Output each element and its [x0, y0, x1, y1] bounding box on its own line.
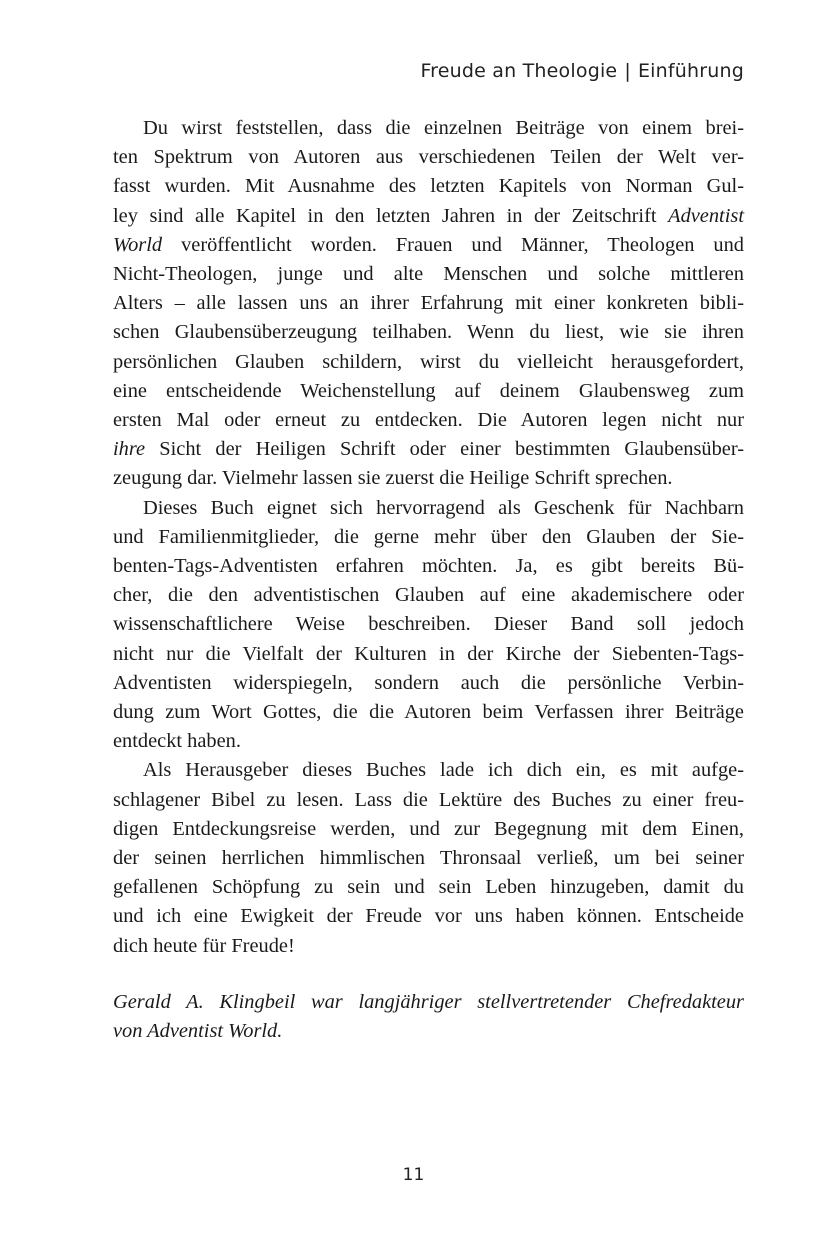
page-number: 11 — [402, 1165, 425, 1185]
text-segment: Dieses Buch eignet sich hervorragend als Geschenk für Nachbarn — [143, 496, 744, 519]
text-line — [113, 640, 744, 669]
emphasis-text: ihre — [113, 438, 146, 461]
text-segment: nicht nur die Vielfalt der Kulturen in der Kirche der Siebenten-Tags- — [113, 642, 744, 665]
text-segment: gefallenen Schöpfung zu sein und sein Leben hinzugeben, damit du — [113, 876, 744, 899]
text-segment: der seinen herrlichen himmlischen Thronsaal verließ, um bei seiner — [113, 847, 744, 870]
text-line — [113, 289, 744, 318]
text-line — [113, 698, 744, 727]
text-segment: Sicht der Heiligen Schrift oder einer bestimmten Glaubensüber- — [145, 438, 744, 461]
text-segment: digen Entdeckungsreise werden, und zur Begegnung mit dem Einen, — [113, 817, 744, 840]
emphasis-text: Adventist — [668, 204, 744, 227]
text-line — [113, 523, 744, 552]
text-segment: dich heute für Freude! — [113, 934, 295, 957]
paragraph — [113, 494, 744, 757]
text-line — [113, 494, 744, 523]
text-line — [113, 756, 744, 785]
text-segment: ersten Mal oder erneut zu entdecken. Die Autoren legen nicht nur — [113, 409, 744, 432]
text-line — [113, 552, 744, 581]
bio-line: von Adventist World. — [113, 1020, 283, 1043]
text-line — [113, 348, 744, 377]
text-segment: Als Herausgeber dieses Buches lade ich dich ein, es mit aufge- — [143, 759, 744, 782]
text-line — [113, 114, 744, 143]
text-segment: Nicht-Theologen, junge und alte Menschen und solche mittleren — [113, 263, 744, 286]
book-title: Freude an Theologie — [420, 60, 618, 82]
text-segment: ten Spektrum von Autoren aus verschiedenen Teilen der Welt ver- — [113, 146, 744, 169]
text-segment: und ich eine Ewigkeit der Freude vor uns haben können. Entscheide — [113, 905, 744, 928]
text-segment: schlagener Bibel zu lesen. Lass die Lektüre des Buches zu einer freu- — [113, 788, 744, 811]
text-line — [113, 727, 744, 756]
text-segment: wissenschaftlichere Weise beschreiben. Dieser Band soll jedoch — [113, 613, 744, 636]
text-line — [113, 435, 744, 464]
text-segment: Du wirst feststellen, dass die einzelnen Beiträge von einem brei- — [143, 117, 744, 139]
text-segment: entdeckt haben. — [113, 730, 241, 753]
text-line — [113, 377, 744, 406]
text-segment: fasst wurden. Mit Ausnahme des letzten Kapitels von Norman Gul- — [113, 175, 744, 198]
text-segment: persönlichen Glauben schildern, wirst du vielleicht herausgefordert, — [113, 350, 744, 373]
text-line — [113, 844, 744, 873]
text-line — [113, 202, 744, 231]
text-segment: Adventisten widerspiegeln, sondern auch die persönliche Verbin- — [113, 671, 744, 694]
header-separator: | — [624, 60, 631, 82]
text-segment: dung zum Wort Gottes, die die Autoren beim Verfassen ihrer Beiträge — [113, 701, 744, 724]
text-segment: und Familienmitglieder, die gerne mehr über den Glauben der Sie- — [113, 525, 744, 548]
text-segment: eine entscheidende Weichenstellung auf deinem Glaubensweg zum — [113, 379, 744, 402]
body-text — [113, 114, 744, 961]
text-segment: veröffentlicht worden. Frauen und Männer, Theologen und — [162, 233, 744, 256]
text-line — [113, 260, 744, 289]
text-segment: Alters – alle lassen uns an ihrer Erfahrung mit einer konkreten bibli- — [113, 292, 744, 315]
text-line — [113, 669, 744, 698]
paragraph — [113, 114, 744, 494]
author-bio — [113, 988, 744, 1046]
text-line — [113, 464, 744, 493]
text-line — [113, 610, 744, 639]
text-line — [113, 786, 744, 815]
text-line — [113, 143, 744, 172]
emphasis-text: World — [113, 233, 163, 256]
running-header — [420, 60, 744, 82]
section-title: Einführung — [637, 60, 744, 82]
text-line — [113, 932, 744, 961]
text-segment: schen Glaubensüberzeugung teilhaben. Wenn du liest, wie sie ihren — [113, 321, 744, 344]
text-line — [113, 873, 744, 902]
bio-line: Gerald A. Klingbeil war langjähriger stellvertretender Chefredakteur — [113, 991, 744, 1013]
text-line — [113, 406, 744, 435]
paragraph — [113, 756, 744, 960]
text-segment: zeugung dar. Vielmehr lassen sie zuerst die Heilige Schrift sprechen. — [113, 467, 673, 490]
text-line — [113, 231, 744, 260]
text-segment: cher, die den adventistischen Glauben auf eine akademischere oder — [113, 584, 744, 607]
text-segment: benten-Tags-Adventisten erfahren möchten. Ja, es gibt bereits Bü- — [113, 555, 744, 578]
text-line — [113, 581, 744, 610]
text-line — [113, 318, 744, 347]
text-line — [113, 902, 744, 931]
text-segment: ley sind alle Kapitel in den letzten Jahren in der Zeitschrift — [113, 204, 669, 227]
text-line — [113, 172, 744, 201]
text-line — [113, 815, 744, 844]
